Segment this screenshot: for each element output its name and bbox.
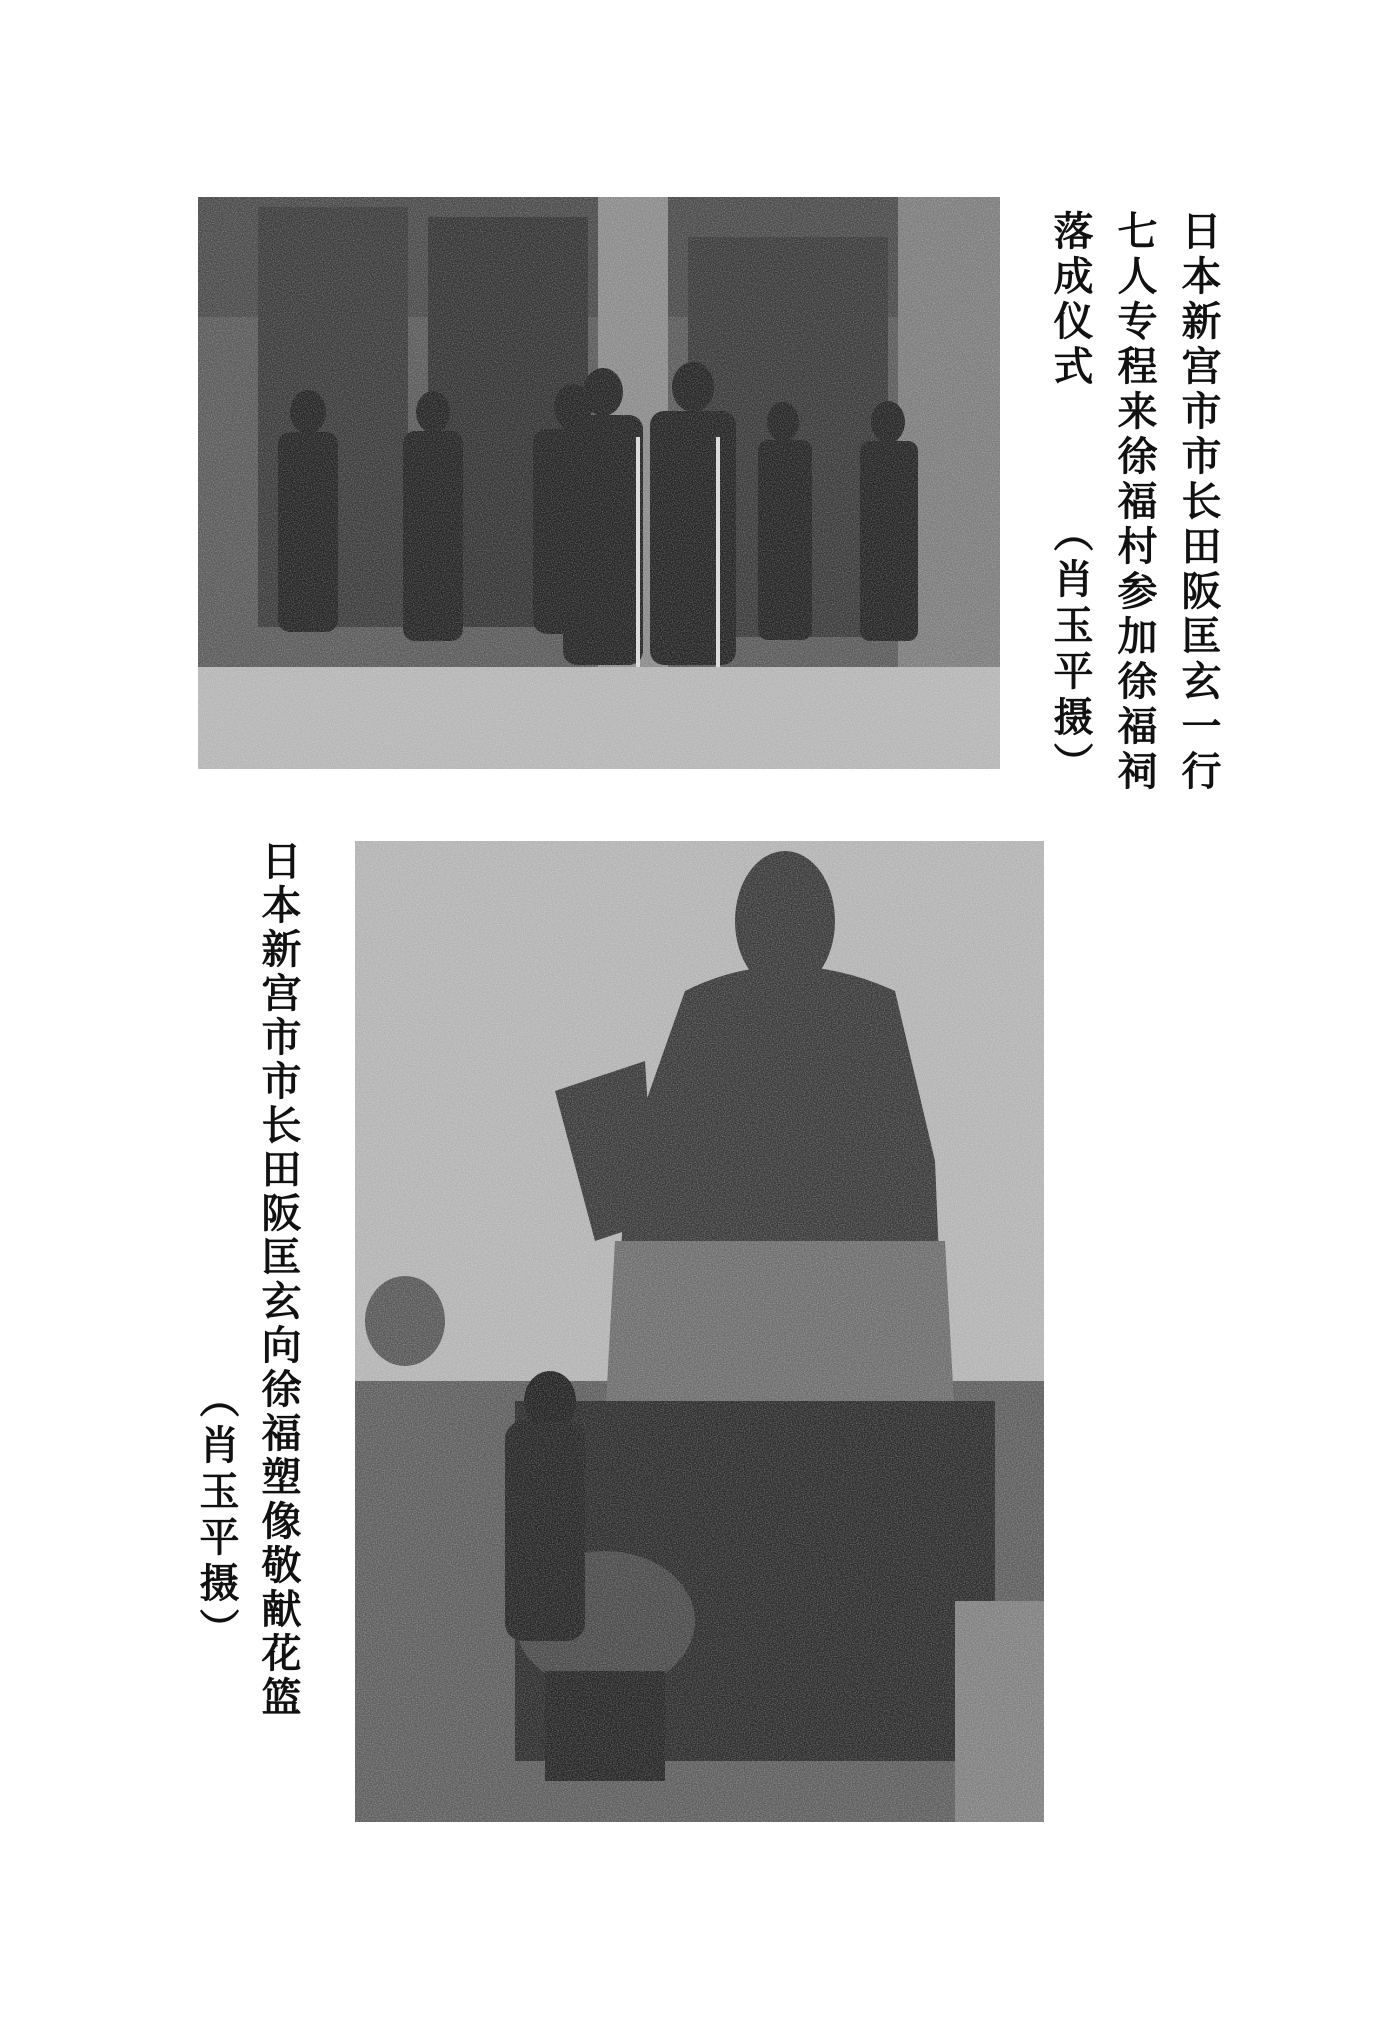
ceremony-photo (198, 197, 1000, 769)
statue-photo (355, 841, 1044, 1822)
caption-top-line-2: 七人专程来徐福村参加徐福祠 (1111, 210, 1157, 795)
caption-top-line-1: 日本新宫市市长田阪匡玄一行 (1175, 210, 1221, 795)
caption-bottom-line-1: 日本新宫市市长田阪匡玄向徐福塑像敬献花篮 (255, 840, 301, 1720)
caption-bottom-credit: （肖玉平摄） (193, 1378, 239, 1654)
caption-top-line-3: 落成仪式 (1047, 210, 1093, 390)
caption-top-credit: （肖玉平摄） (1047, 512, 1093, 788)
